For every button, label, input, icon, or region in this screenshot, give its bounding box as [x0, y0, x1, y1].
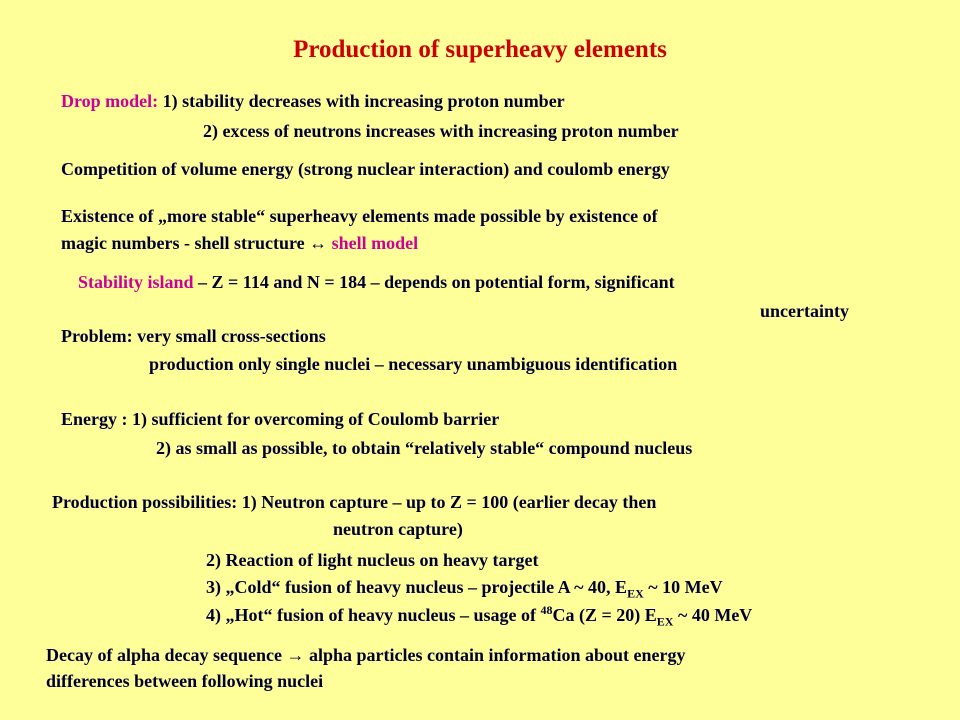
problem-line2: production only single nuclei – necessary unambiguous identification — [149, 354, 678, 374]
production-item4-subscript: EX — [656, 614, 674, 629]
production-item4-text2: Ca (Z = 20) E — [552, 605, 657, 625]
production-item4 — [206, 603, 753, 629]
production-item4-value: ~ 40 MeV — [673, 605, 753, 625]
production-item3-text: 3) „Cold“ fusion of heavy nucleus – projectile A ~ 40, E — [206, 577, 628, 597]
drop-model-label: Drop model: — [61, 91, 159, 111]
stability-line1 — [78, 271, 675, 293]
production-line1: Production possibilities: 1) Neutron capture – up to Z = 100 (earlier decay then — [52, 492, 657, 512]
existence-line1: Existence of „more stable“ superheavy elements made possible by existence of — [61, 206, 658, 226]
energy-line1: Energy : 1) sufficient for overcoming of Coulomb barrier — [61, 409, 500, 429]
production-item4-superscript: 48 — [540, 603, 553, 617]
production-item4-text: 4) „Hot“ fusion of heavy nucleus – usage of — [206, 605, 541, 625]
stability-text: – Z = 114 and N = 184 – depends on potential form, significant — [193, 272, 675, 292]
production-item3-value: ~ 10 MeV — [643, 577, 723, 597]
drop-model-line1 — [61, 90, 565, 112]
stability-island-highlight: Stability island — [78, 272, 194, 292]
production-item3-subscript: EX — [627, 586, 644, 601]
stability-line2: uncertainty — [760, 301, 849, 321]
decay-line1: Decay of alpha decay sequence → alpha particles contain information about energy — [46, 645, 686, 665]
shell-model-highlight: shell model — [331, 233, 419, 253]
decay-line2: differences between following nuclei — [46, 671, 324, 691]
problem-line1: Problem: very small cross-sections — [61, 326, 326, 346]
drop-model-item1: 1) stability decreases with increasing proton number — [162, 91, 565, 111]
drop-model-item2: 2) excess of neutrons increases with increasing proton number — [203, 121, 679, 141]
production-item2: 2) Reaction of light nucleus on heavy target — [206, 550, 539, 570]
page-title: Production of superheavy elements — [293, 36, 667, 63]
existence-line2 — [61, 232, 418, 254]
energy-line2: 2) as small as possible, to obtain “relatively stable“ compound nucleus — [156, 438, 693, 458]
production-line1b: neutron capture) — [333, 519, 463, 539]
production-item3 — [206, 576, 723, 601]
existence-line2-text: magic numbers - shell structure ↔ — [61, 233, 332, 253]
competition-text: Competition of volume energy (strong nuclear interaction) and coulomb energy — [61, 159, 670, 179]
